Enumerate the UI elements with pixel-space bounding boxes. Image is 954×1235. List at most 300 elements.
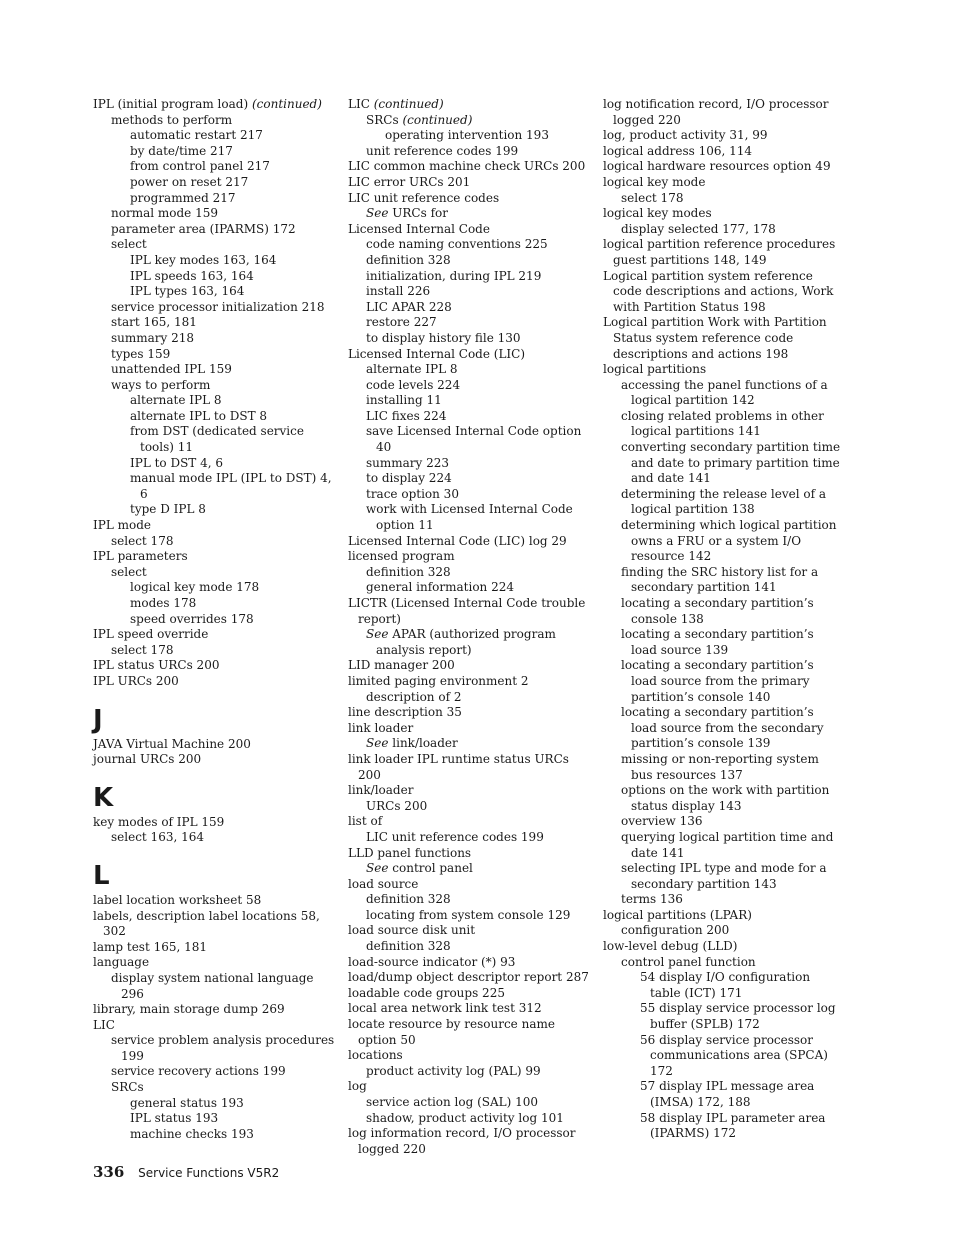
index-subentry	[348, 1111, 593, 1127]
index-entry	[348, 846, 593, 862]
index-subentry	[603, 814, 843, 830]
entry-text: library, main storage dump 269	[93, 1002, 285, 1017]
index-subentry	[348, 1095, 593, 1111]
index-subentry	[348, 939, 593, 955]
entry-text: normal mode 159	[111, 206, 218, 221]
entry-text: from control panel 217	[130, 159, 270, 174]
see-reference-label: See	[366, 627, 389, 642]
index-subentry	[93, 159, 338, 175]
index-entry	[603, 362, 843, 378]
entry-text: missing or non-reporting system bus resources 137	[621, 751, 819, 782]
entry-text: display system national language 296	[111, 970, 314, 1001]
entry-text: LID manager 200	[348, 658, 455, 673]
entry-text: summary 223	[366, 455, 450, 470]
index-entry	[93, 893, 338, 909]
entry-text: to display 224	[366, 471, 452, 486]
index-entry	[348, 175, 593, 191]
index-subentry	[93, 144, 338, 160]
entry-text: terms 136	[621, 892, 683, 907]
index-entry	[93, 955, 338, 971]
index-entry	[603, 237, 843, 268]
index-subentry	[93, 222, 338, 238]
index-subentry	[93, 362, 338, 378]
entry-text: link loader	[348, 720, 414, 735]
index-subentry	[348, 269, 593, 285]
entry-text: load/dump object descriptor report 287	[348, 970, 589, 985]
index-entry	[93, 752, 338, 768]
index-subentry	[348, 861, 593, 877]
index-entry	[348, 721, 593, 737]
index-subentry	[93, 269, 338, 285]
index-subentry	[603, 378, 843, 409]
index-subentry	[603, 658, 843, 705]
index-subentry	[93, 393, 338, 409]
entry-text: local area network link test 312	[348, 1001, 542, 1016]
entry-text: alternate IPL 8	[130, 393, 222, 408]
entry-text: select	[111, 237, 147, 252]
index-entry	[348, 970, 593, 986]
index-subentry	[93, 284, 338, 300]
index-subentry	[348, 424, 593, 455]
entry-text: URCs for	[392, 206, 448, 221]
index-subentry	[603, 892, 843, 908]
entry-text: determining the release level of a logical partition 138	[621, 486, 827, 517]
entry-text: configuration 200	[621, 923, 730, 938]
continued-label: (continued)	[373, 97, 444, 111]
entry-text: alternate IPL 8	[366, 362, 458, 377]
index-subentry	[603, 222, 843, 238]
entry-text: work with Licensed Internal Code option 11	[366, 502, 573, 533]
entry-text: IPL status 193	[130, 1111, 219, 1126]
entry-text: select 178	[111, 533, 174, 548]
index-subentry	[348, 1064, 593, 1080]
continued-label: (continued)	[251, 97, 322, 111]
index-subentry	[93, 1080, 338, 1096]
entry-text: power on reset 217	[130, 174, 249, 189]
index-subentry	[93, 643, 338, 659]
entry-text: log notification record, I/O processor logged 220	[603, 97, 829, 127]
entry-text: automatic restart 217	[130, 128, 263, 143]
entry-text: closing related problems in other logical partitions 141	[621, 408, 824, 439]
index-subentry	[93, 191, 338, 207]
index-subentry	[93, 409, 338, 425]
entry-text: product activity log (PAL) 99	[366, 1063, 541, 1078]
index-subentry	[93, 565, 338, 581]
entry-text: locations	[348, 1048, 403, 1063]
entry-text: querying logical partition time and date 141	[621, 829, 834, 860]
index-entry	[603, 128, 843, 144]
entry-text: lamp test 165, 181	[93, 939, 208, 954]
index-subentry	[93, 1111, 338, 1127]
index-subentry	[93, 502, 338, 518]
index-subentry	[93, 596, 338, 612]
index-subentry	[348, 736, 593, 752]
entry-text: control panel	[392, 861, 473, 876]
entry-text: logical key mode 178	[130, 580, 260, 595]
index-entry	[348, 674, 593, 690]
index-subentry	[93, 471, 338, 502]
entry-text: definition 328	[366, 939, 451, 954]
entry-text: initialization, during IPL 219	[366, 268, 542, 283]
entry-text: service recovery actions 199	[111, 1064, 286, 1079]
entry-text: locating from system console 129	[366, 907, 571, 922]
entry-text: modes 178	[130, 596, 197, 610]
entry-text: APAR (authorized program analysis report)	[376, 627, 556, 657]
entry-text: programmed 217	[130, 190, 236, 205]
index-subentry	[348, 892, 593, 908]
entry-text: load source	[348, 876, 419, 891]
index-entry	[348, 534, 593, 550]
entry-text: accessing the panel functions of a logical partition 142	[621, 377, 828, 408]
page-number: 336	[93, 1163, 125, 1181]
index-entry	[348, 986, 593, 1002]
index-subentry	[348, 799, 593, 815]
index-entry	[603, 269, 843, 316]
index-subentry	[603, 596, 843, 627]
index-entry	[348, 814, 593, 830]
index-subentry	[603, 191, 843, 207]
entry-text: logical hardware resources option 49	[603, 159, 831, 174]
index-subentry	[603, 409, 843, 440]
index-entry	[348, 596, 593, 627]
index-entry	[603, 206, 843, 222]
index-subentry	[93, 128, 338, 144]
index-column-1	[93, 97, 338, 1142]
entry-text: select 178	[111, 642, 174, 657]
index-entry	[93, 737, 338, 753]
entry-text: service action log (SAL) 100	[366, 1095, 539, 1109]
entry-text: SRCs	[366, 112, 399, 127]
index-subentry	[348, 253, 593, 269]
index-subentry	[603, 970, 843, 1001]
index-subentry	[348, 144, 593, 160]
entry-text: overview 136	[621, 814, 703, 829]
entry-text: from DST (dedicated service tools) 11	[130, 424, 304, 455]
entry-text: finding the SRC history list for a secondary partition 141	[621, 564, 819, 595]
index-entry	[93, 1018, 338, 1034]
index-subentry	[348, 830, 593, 846]
entry-text: general status 193	[130, 1095, 244, 1110]
entry-text: options on the work with partition status display 143	[621, 783, 830, 813]
index-subentry	[348, 393, 593, 409]
index-entry	[348, 159, 593, 175]
entry-text: selecting IPL type and mode for a secondary partition 143	[621, 861, 827, 891]
index-subentry	[93, 1096, 338, 1112]
entry-text: labels, description label locations 58, 302	[93, 908, 320, 939]
index-letter-heading: J	[93, 704, 103, 735]
entry-text: LIC	[93, 1017, 115, 1032]
entry-text: parameter area (IPARMS) 172	[111, 221, 296, 236]
index-subentry	[348, 690, 593, 706]
index-entry	[93, 1002, 338, 1018]
index-subentry	[93, 971, 338, 1002]
see-reference-label: See	[366, 861, 389, 876]
entry-text: locate resource by resource name option 50	[348, 1017, 555, 1047]
index-entry	[93, 909, 338, 940]
index-entry	[348, 1079, 593, 1095]
entry-text: description of 2	[366, 689, 462, 704]
index-subentry	[348, 627, 593, 658]
entry-text: installing 11	[366, 393, 442, 408]
entry-text: logical key modes	[603, 206, 712, 221]
index-column-2	[348, 97, 593, 1157]
entry-text: Licensed Internal Code (LIC)	[348, 346, 526, 361]
entry-text: LICTR (Licensed Internal Code trouble report)	[348, 596, 586, 626]
entry-text: speed overrides 178	[130, 611, 254, 626]
entry-text: logical partitions	[603, 362, 707, 377]
index-subentry	[603, 487, 843, 518]
entry-text: general information 224	[366, 580, 514, 595]
entry-text: JAVA Virtual Machine 200	[93, 736, 251, 751]
index-subentry	[93, 253, 338, 269]
entry-text: URCs 200	[366, 798, 428, 813]
entry-text: methods to perform	[111, 112, 233, 127]
index-letter-heading: K	[93, 782, 114, 813]
index-entry	[348, 1001, 593, 1017]
index-subentry	[93, 612, 338, 628]
index-subentry	[348, 502, 593, 533]
entry-text: LIC unit reference codes	[348, 190, 500, 205]
index-subentry	[93, 113, 338, 129]
entry-text: IPL status URCs 200	[93, 658, 220, 673]
entry-text: install 226	[366, 284, 431, 299]
index-entry	[348, 658, 593, 674]
index-subentry	[603, 955, 843, 971]
index-subentry	[93, 456, 338, 472]
index-entry	[348, 222, 593, 238]
entry-text: IPL parameters	[93, 549, 188, 564]
index-subentry	[93, 206, 338, 222]
index-entry	[603, 144, 843, 160]
entry-text: LIC fixes 224	[366, 408, 447, 423]
entry-text: IPL (initial program load)	[93, 97, 249, 111]
entry-text: 55 display service processor log buffer (SPLB) 172	[640, 1001, 836, 1032]
entry-text: shadow, product activity log 101	[366, 1110, 564, 1125]
entry-text: machine checks 193	[130, 1126, 254, 1141]
entry-text: IPL key modes 163, 164	[130, 252, 277, 267]
entry-text: unattended IPL 159	[111, 362, 232, 377]
entry-text: licensed program	[348, 549, 455, 564]
entry-text: 56 display service processor communications area (SPCA) 172	[640, 1032, 828, 1078]
index-entry	[348, 191, 593, 207]
entry-text: types 159	[111, 346, 171, 361]
index-entry	[348, 923, 593, 939]
entry-text: locating a secondary partition’s load source from the secondary partition’s console 139	[621, 705, 824, 751]
index-entry	[348, 1126, 593, 1157]
index-entry	[348, 705, 593, 721]
entry-text: IPL speed override	[93, 627, 209, 642]
index-subentry	[348, 237, 593, 253]
entry-text: limited paging environment 2	[348, 673, 529, 688]
entry-text: save Licensed Internal Code option 40	[366, 424, 582, 455]
index-subentry	[93, 534, 338, 550]
index-entry	[603, 159, 843, 175]
index-subentry	[93, 300, 338, 316]
entry-text: trace option 30	[366, 486, 459, 501]
entry-text: IPL mode	[93, 518, 151, 533]
index-subentry	[93, 424, 338, 455]
index-subentry	[93, 830, 338, 846]
entry-text: definition 328	[366, 564, 451, 579]
index-subentry	[603, 1001, 843, 1032]
index-subentry	[348, 284, 593, 300]
index-subentry	[603, 861, 843, 892]
entry-text: LIC common machine check URCs 200	[348, 159, 586, 174]
index-subentry	[603, 1079, 843, 1110]
index-subentry	[93, 315, 338, 331]
entry-text: link/loader	[348, 783, 414, 798]
entry-text: to display history file 130	[366, 330, 521, 345]
entry-text: display selected 177, 178	[621, 221, 776, 236]
entry-text: IPL to DST 4, 6	[130, 455, 224, 470]
index-subentry	[93, 175, 338, 191]
entry-text: service processor initialization 218	[111, 299, 325, 314]
entry-text: type D IPL 8	[130, 502, 206, 517]
index-subentry	[603, 518, 843, 565]
index-subentry	[348, 565, 593, 581]
entry-text: logical address 106, 114	[603, 143, 753, 158]
index-subentry	[348, 580, 593, 596]
entry-text: converting secondary partition time and date to primary partition time and date 141	[621, 440, 841, 486]
entry-text: operating intervention 193	[385, 128, 549, 143]
index-entry	[93, 940, 338, 956]
entry-text: 54 display I/O configuration table (ICT) 171	[640, 970, 811, 1000]
entry-text: SRCs	[111, 1080, 144, 1095]
entry-text: loadable code groups 225	[348, 985, 505, 1000]
entry-text: LIC unit reference codes 199	[366, 829, 544, 844]
index-entry	[93, 97, 338, 113]
entry-text: by date/time 217	[130, 143, 233, 158]
entry-text: log information record, I/O processor logged 220	[348, 1126, 576, 1156]
entry-text: load source disk unit	[348, 923, 476, 938]
entry-text: LIC APAR 228	[366, 299, 452, 314]
index-entry	[348, 549, 593, 565]
entry-text: key modes of IPL 159	[93, 814, 225, 829]
see-reference-label: See	[366, 736, 389, 751]
index-entry	[93, 674, 338, 690]
page-footer	[93, 1163, 279, 1181]
index-entry	[348, 1017, 593, 1048]
index-subentry	[603, 440, 843, 487]
index-entry	[603, 939, 843, 955]
entry-text: restore 227	[366, 315, 437, 330]
index-subentry	[603, 783, 843, 814]
entry-text: language	[93, 955, 150, 970]
index-subentry	[93, 1064, 338, 1080]
index-entry	[93, 658, 338, 674]
index-entry	[93, 549, 338, 565]
index-entry	[348, 97, 593, 113]
index-subentry	[603, 627, 843, 658]
entry-text: 57 display IPL message area (IMSA) 172, 188	[640, 1079, 815, 1109]
index-letter-heading: L	[93, 860, 110, 891]
index-subentry	[348, 315, 593, 331]
entry-text: summary 218	[111, 330, 195, 345]
entry-text: locating a secondary partition’s console 138	[621, 596, 814, 626]
entry-text: determining which logical partition owns a FRU or a system I/O resource 142	[621, 518, 837, 564]
index-subentry	[348, 113, 593, 129]
index-subentry	[348, 128, 593, 144]
entry-text: Licensed Internal Code (LIC) log 29	[348, 533, 567, 548]
index-entry	[93, 815, 338, 831]
index-subentry	[348, 456, 593, 472]
index-entry	[348, 752, 593, 783]
entry-text: control panel function	[621, 954, 756, 969]
entry-text: definition 328	[366, 252, 451, 267]
entry-text: 58 display IPL parameter area (IPARMS) 172	[640, 1110, 826, 1141]
book-title: Service Functions V5R2	[138, 1166, 280, 1180]
continued-label: (continued)	[402, 112, 473, 127]
index-entry	[348, 783, 593, 799]
index-subentry	[603, 565, 843, 596]
index-subentry	[603, 923, 843, 939]
index-subentry	[93, 580, 338, 596]
index-subentry	[348, 908, 593, 924]
index-entry	[603, 175, 843, 191]
entry-text: Logical partition system reference code descriptions and actions, Work with Partition Status 198	[603, 268, 834, 314]
index-subentry	[603, 830, 843, 861]
index-entry	[348, 1048, 593, 1064]
entry-text: locating a secondary partition’s load source 139	[621, 627, 814, 657]
index-entry	[348, 955, 593, 971]
index-entry	[348, 347, 593, 363]
entry-text: alternate IPL to DST 8	[130, 408, 268, 423]
index-subentry	[93, 347, 338, 363]
index-subentry	[348, 300, 593, 316]
entry-text: link/loader	[392, 736, 458, 751]
entry-text: IPL types 163, 164	[130, 284, 245, 299]
index-subentry	[603, 1111, 843, 1142]
index-subentry	[93, 1033, 338, 1064]
entry-text: logical partition reference procedures guest partitions 148, 149	[603, 237, 836, 267]
entry-text: LIC	[348, 97, 370, 111]
index-entry	[93, 518, 338, 534]
index-subentry	[93, 1127, 338, 1143]
index-subentry	[603, 705, 843, 752]
entry-text: LLD panel functions	[348, 845, 472, 860]
index-subentry	[348, 331, 593, 347]
entry-text: load-source indicator (*) 93	[348, 954, 516, 969]
entry-text: select 163, 164	[111, 830, 204, 845]
index-subentry	[93, 378, 338, 394]
entry-text: ways to perform	[111, 377, 211, 392]
index-subentry	[93, 331, 338, 347]
index-entry	[93, 627, 338, 643]
entry-text: IPL URCs 200	[93, 673, 179, 688]
index-subentry	[348, 206, 593, 222]
entry-text: service problem analysis procedures 199	[111, 1033, 335, 1063]
entry-text: log, product activity 31, 99	[603, 128, 768, 143]
entry-text: select 178	[621, 190, 684, 205]
entry-text: line description 35	[348, 705, 462, 720]
see-reference-label: See	[366, 206, 389, 221]
entry-text: label location worksheet 58	[93, 892, 262, 907]
index-subentry	[93, 237, 338, 253]
entry-text: definition 328	[366, 892, 451, 907]
entry-text: logical partitions (LPAR)	[603, 907, 752, 922]
entry-text: code naming conventions 225	[366, 237, 548, 252]
index-entry	[603, 908, 843, 924]
entry-text: Logical partition Work with Partition Status system reference code descriptions and actions 198	[603, 315, 827, 361]
index-entry	[348, 877, 593, 893]
entry-text: Licensed Internal Code	[348, 221, 490, 236]
index-entry	[603, 315, 843, 362]
index-subentry	[348, 487, 593, 503]
entry-text: manual mode IPL (IPL to DST) 4, 6	[130, 471, 332, 501]
entry-text: locating a secondary partition’s load source from the primary partition’s console 140	[621, 658, 814, 704]
entry-text: low-level debug (LLD)	[603, 939, 738, 954]
entry-text: LIC error URCs 201	[348, 174, 471, 189]
